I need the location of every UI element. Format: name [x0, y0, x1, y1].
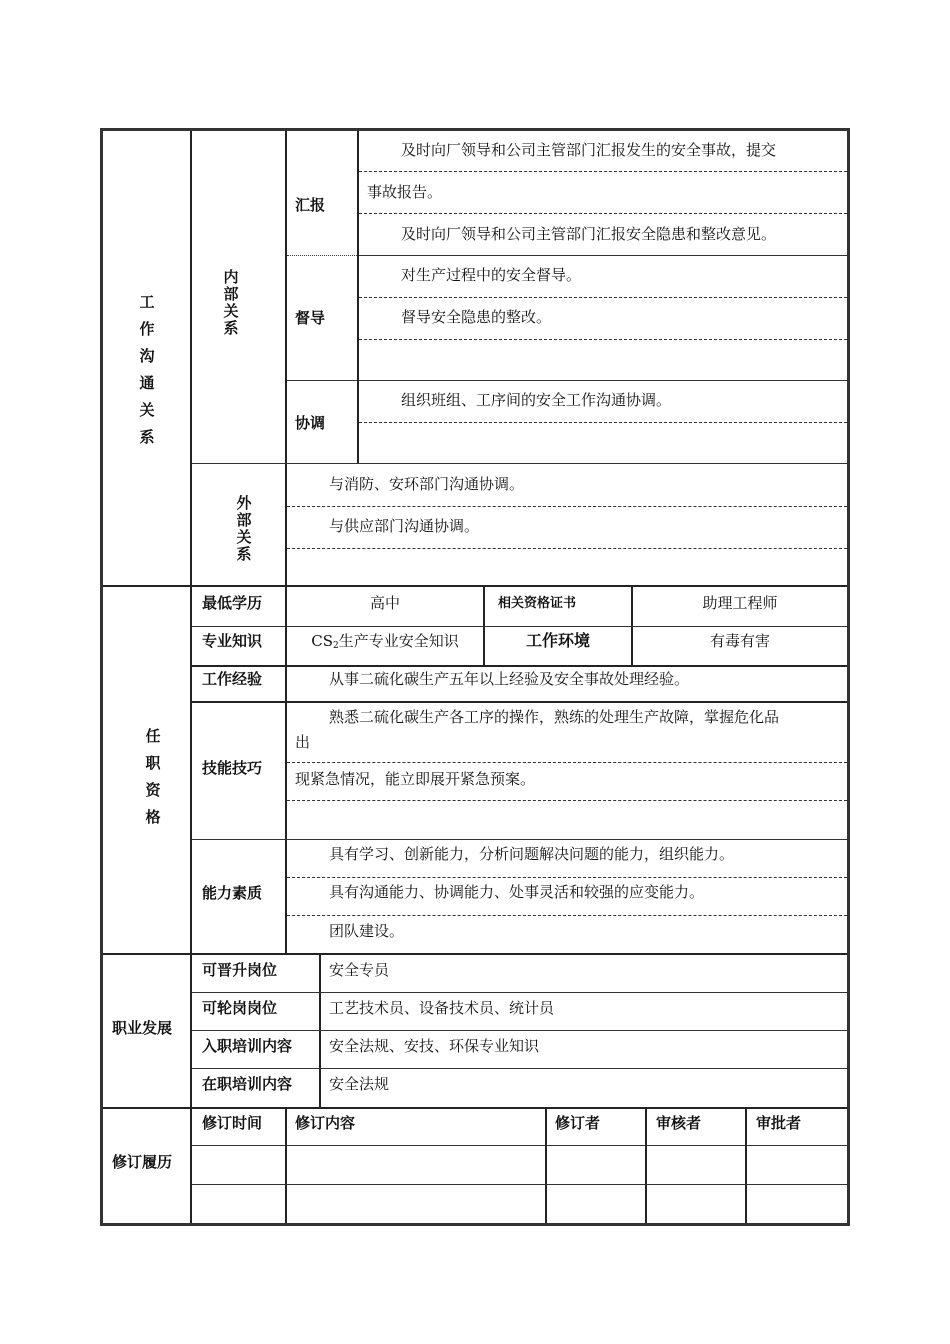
rotation-value: 工艺技术员、设备技术员、统计员 [329, 999, 555, 1017]
section-divider [103, 953, 847, 955]
revision-header-reviewer: 审核者 [656, 1114, 702, 1132]
external-line-1: 与消防、安环部门沟通协调。 [329, 475, 525, 493]
supervise-bottom-line [287, 380, 847, 381]
supervise-line-2: 督导安全隐患的整改。 [401, 308, 552, 326]
row-line [192, 1145, 847, 1146]
dash-line [287, 915, 847, 916]
revision-section-title: 修订履历 [112, 1153, 173, 1171]
cert-value: 助理工程师 [702, 594, 778, 612]
dash-line [359, 171, 847, 172]
skill-line-1b: 出 [295, 733, 311, 751]
skill-line-2: 现紧急情况，能立即展开紧急预案。 [295, 770, 536, 788]
revision-col-divider [285, 1109, 287, 1223]
rotation-label: 可轮岗岗位 [202, 999, 278, 1017]
coordinate-line-1: 组织班组、工序间的安全工作沟通协调。 [401, 391, 672, 409]
revision-header-content: 修订内容 [295, 1114, 356, 1132]
row-line [192, 992, 847, 993]
report-line-3: 及时向厂领导和公司主管部门汇报安全隐患和整改意见。 [401, 225, 777, 243]
skill-line-1: 熟悉二硫化碳生产各工序的操作，熟练的处理生产故障，掌握危化品 [329, 708, 780, 726]
internal-col-divider [285, 131, 287, 463]
row-line [192, 1030, 847, 1031]
report-line-1: 及时向厂领导和公司主管部门汇报发生的安全事故，提交 [401, 141, 777, 159]
report-bottom-line [359, 255, 847, 256]
env-value: 有毒有害 [709, 632, 770, 650]
row-line [192, 665, 847, 667]
internal-relation-label: 内 部 关 系 [223, 268, 239, 337]
edu-value: 高中 [369, 594, 400, 612]
external-col-divider [285, 464, 287, 585]
external-relation-label: 外 部 关 系 [236, 494, 252, 563]
comm-section-title: 工 作 沟 通 关 系 [139, 293, 155, 446]
env-label: 工作环境 [525, 631, 590, 650]
internal-bottom-line [192, 463, 847, 464]
career-label-divider [319, 955, 321, 1107]
ability-line-2: 具有沟通能力、协调能力、处事灵活和较强的应变能力。 [329, 883, 705, 901]
onjob-training-value: 安全法规 [329, 1075, 390, 1093]
ability-line-3: 团队建设。 [329, 922, 405, 940]
supervise-line-1: 对生产过程中的安全督导。 [401, 266, 582, 284]
row-line [192, 839, 847, 840]
report-line-2: 事故报告。 [367, 183, 443, 201]
knowledge-label: 专业知识 [202, 632, 263, 650]
promotion-value: 安全专员 [329, 961, 390, 979]
section-divider [103, 1107, 847, 1109]
onboarding-value: 安全法规、安技、环保专业知识 [329, 1037, 540, 1055]
report-separator [287, 255, 357, 256]
section-divider [103, 585, 847, 587]
qual-section-title: 任 职 资 格 [145, 727, 161, 826]
knowledge-value: $CS_2$生产专业安全知识 [311, 632, 459, 651]
career-section-title: 职业发展 [112, 1019, 173, 1037]
qual-col-divider [190, 587, 192, 953]
revision-col-divider [745, 1109, 747, 1223]
experience-value: 从事二硫化碳生产五年以上经验及安全事故处理经验。 [329, 670, 690, 688]
revision-header-reviser: 修订者 [555, 1114, 601, 1132]
cell-divider [483, 587, 485, 667]
external-line-2: 与供应部门沟通协调。 [329, 517, 480, 535]
dash-line [359, 297, 847, 298]
row-line [192, 701, 847, 703]
supervise-label: 督导 [295, 309, 326, 327]
revision-col-divider [645, 1109, 647, 1223]
dash-line [287, 877, 847, 878]
report-label: 汇报 [295, 196, 326, 214]
dash-line [359, 213, 847, 214]
row-line [192, 626, 847, 627]
revision-header-time: 修订时间 [202, 1114, 263, 1132]
dash-line [287, 800, 847, 801]
ability-line-1: 具有学习、创新能力，分析问题解决问题的能力，组织能力。 [329, 845, 735, 863]
dash-line [287, 506, 847, 507]
ability-label: 能力素质 [202, 884, 263, 902]
career-col-divider [190, 955, 192, 1107]
job-description-table [100, 128, 850, 1226]
skill-label: 技能技巧 [202, 759, 263, 777]
edu-label: 最低学历 [202, 594, 263, 612]
revision-header-approver: 审批者 [756, 1114, 802, 1132]
dash-line [359, 339, 847, 340]
dash-line [287, 548, 847, 549]
row-line [192, 1068, 847, 1069]
table-row [192, 1184, 847, 1185]
comm-col-divider [190, 131, 192, 585]
coordinate-label: 协调 [295, 414, 326, 432]
revision-col-divider [190, 1109, 192, 1223]
onboarding-label: 入职培训内容 [202, 1037, 293, 1055]
promotion-label: 可晋升岗位 [202, 961, 278, 979]
revision-col-divider [545, 1109, 547, 1223]
experience-label: 工作经验 [202, 670, 263, 688]
cert-label: 相关资格证书 [498, 596, 577, 611]
dash-line [287, 762, 847, 763]
onjob-training-label: 在职培训内容 [202, 1075, 293, 1093]
dash-line [359, 422, 847, 423]
